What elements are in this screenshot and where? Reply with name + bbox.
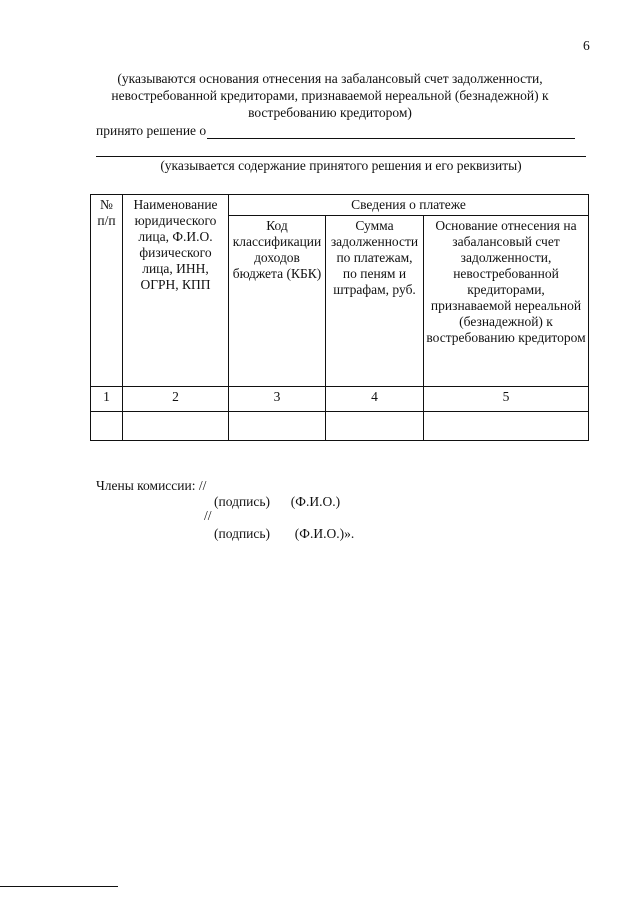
separator-slash: / [202, 478, 207, 493]
header-kbk: Код классификации доходов бюджета (КБК) [229, 216, 326, 387]
separator-slash: / [198, 478, 203, 493]
empty-cell [123, 412, 229, 441]
header-debt-sum: Сумма задолженности по платежам, по пеням и штрафам, руб. [326, 216, 424, 387]
footnote-rule [0, 886, 118, 887]
commission-signature-row-2 [204, 508, 212, 524]
page-number: 6 [583, 38, 590, 53]
separator-slash: / [204, 508, 208, 523]
column-number: 3 [229, 387, 326, 412]
column-number: 4 [326, 387, 424, 412]
basis-note: (указываются основания отнесения на забалансовый счет задолженности, невостребованной кредиторами, признаваемой нереальной (безнадежной) к востребованию кредитором) [111, 71, 549, 120]
payment-table [90, 194, 589, 441]
name-caption-final: (Ф.И.О.)». [294, 526, 355, 541]
empty-cell [229, 412, 326, 441]
commission-caption-row-2 [214, 526, 354, 542]
header-basis: Основание отнесения на забалансовый счет задолженности, невостребованной кредиторами, признаваемой нереальной (безнадежной) к востребованию кредитором [424, 216, 589, 387]
decision-caption: (указывается содержание принятого решения и его реквизиты) [160, 158, 522, 173]
signature-caption: (подпись) [214, 494, 271, 509]
commission-label: Члены комиссии: [96, 478, 196, 493]
column-number: 2 [123, 387, 229, 412]
decision-blank [207, 124, 575, 139]
table-row-column-numbers [91, 387, 589, 412]
table-row-empty [91, 412, 589, 441]
separator-slash: / [207, 508, 212, 523]
column-number: 1 [91, 387, 123, 412]
decision-line [96, 123, 586, 139]
commission-signature-row-1 [96, 478, 206, 494]
header-debtor-name: Наименование юридического лица, Ф.И.О. физического лица, ИНН, ОГРН, КПП [123, 195, 229, 387]
column-number: 5 [424, 387, 589, 412]
signature-caption: (подпись) [214, 526, 271, 541]
header-row-number: № п/п [91, 195, 123, 387]
commission-caption-row-1 [214, 494, 340, 510]
header-payment-info: Сведения о платеже [229, 195, 589, 216]
name-caption: (Ф.И.О.) [290, 494, 341, 509]
empty-cell [91, 412, 123, 441]
empty-cell [424, 412, 589, 441]
decision-content-rule [96, 156, 586, 157]
empty-cell [326, 412, 424, 441]
decision-prefix: принято решение о [96, 123, 207, 138]
